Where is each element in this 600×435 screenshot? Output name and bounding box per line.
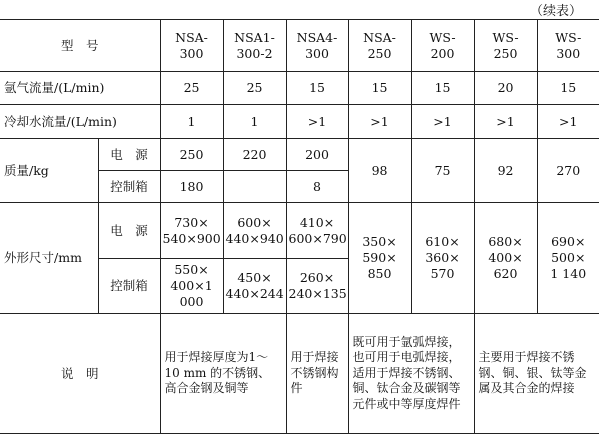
mass-label: 质量/kg <box>0 139 98 203</box>
table-cell: >1 <box>348 105 411 139</box>
cooling-flow-row <box>0 105 599 139</box>
table-cell: 270 <box>537 139 599 203</box>
note-nsa-250-ws-200: 既可用于氩弧焊接，也可用于电弧焊接，适用于焊接不锈钢、铜、钛合金及碳钢等元件或中等厚度焊件 <box>348 314 474 434</box>
mass-power-label: 电 源 <box>98 139 160 171</box>
model-name: NSA- 250 <box>348 20 411 72</box>
table-cell: 15 <box>537 72 599 105</box>
table-cell: >1 <box>286 105 348 139</box>
table-cell: 450× 440×244 <box>223 259 286 314</box>
model-name: WS- 200 <box>411 20 474 72</box>
table-cell: 1 <box>160 105 223 139</box>
table-cell: 25 <box>223 72 286 105</box>
table-cell: >1 <box>474 105 537 139</box>
header-row <box>0 20 599 72</box>
model-name: NSA4- 300 <box>286 20 348 72</box>
table-cell: 600× 440×940 <box>223 203 286 259</box>
table-cell: 20 <box>474 72 537 105</box>
table-cell: 200 <box>286 139 348 171</box>
notes-label: 说 明 <box>0 314 160 434</box>
table-cell: 730× 540×900 <box>160 203 223 259</box>
dimension-control-label: 控制箱 <box>98 259 160 314</box>
note-ws-250-300: 主要用于焊接不锈钢、铜、银、钛等金属及其合金的焊接 <box>474 314 599 434</box>
table-cell: 1 <box>223 105 286 139</box>
table-cell: 260× 240×135 <box>286 259 348 314</box>
model-name: NSA1- 300-2 <box>223 20 286 72</box>
table-cell: 690× 500× 1 140 <box>537 203 599 314</box>
table-cell: 350× 590× 850 <box>348 203 411 314</box>
welder-spec-table <box>0 19 599 434</box>
model-name: WS- 300 <box>537 20 599 72</box>
dimension-power-label: 电 源 <box>98 203 160 259</box>
mass-power-row <box>0 139 599 171</box>
argon-flow-label: 氩气流量/(L/min) <box>0 72 160 105</box>
dimension-label: 外形尺寸/mm <box>0 203 98 314</box>
table-cell: 250 <box>160 139 223 171</box>
continued-label: （续表） <box>529 4 582 19</box>
table-cell: >1 <box>537 105 599 139</box>
model-header: 型 号 <box>0 20 160 72</box>
table-cell: 410× 600×790 <box>286 203 348 259</box>
table-cell: 180 <box>160 171 223 203</box>
table-cell: 25 <box>160 72 223 105</box>
note-nsa4-300: 用于焊接不锈钢构件 <box>286 314 348 434</box>
notes-row <box>0 314 599 434</box>
table-cell <box>223 171 286 203</box>
model-name: NSA- 300 <box>160 20 223 72</box>
table-cell: 15 <box>286 72 348 105</box>
mass-control-label: 控制箱 <box>98 171 160 203</box>
note-nsa-300: 用于焊接厚度为1～10 mm 的不锈钢、高合金钢及铜等 <box>160 314 286 434</box>
table-cell: 92 <box>474 139 537 203</box>
table-cell: 680× 400× 620 <box>474 203 537 314</box>
table-cell: >1 <box>411 105 474 139</box>
table-cell: 15 <box>411 72 474 105</box>
table-cell: 98 <box>348 139 411 203</box>
table-cell: 8 <box>286 171 348 203</box>
table-cell: 550× 400×1 000 <box>160 259 223 314</box>
argon-flow-row <box>0 72 599 105</box>
cooling-flow-label: 冷却水流量/(L/min) <box>0 105 160 139</box>
table-cell: 220 <box>223 139 286 171</box>
table-cell: 610× 360× 570 <box>411 203 474 314</box>
model-name: WS- 250 <box>474 20 537 72</box>
dimension-power-row <box>0 203 599 259</box>
table-cell: 15 <box>348 72 411 105</box>
table-cell: 75 <box>411 139 474 203</box>
